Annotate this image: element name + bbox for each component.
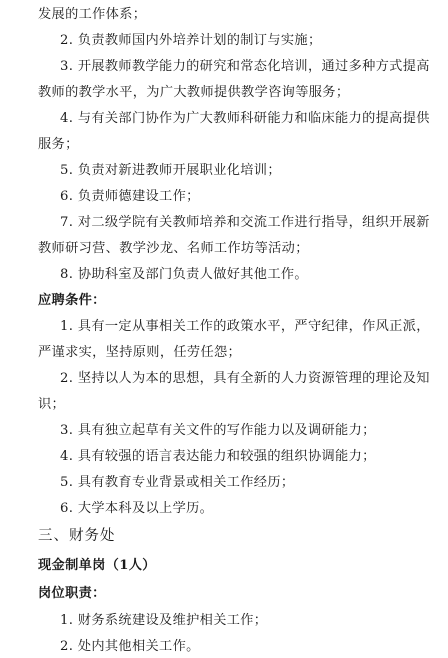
duty-item-5: 5. 负责对新进教师开展职业化培训； — [60, 163, 281, 178]
duty-item-8: 8. 协助科室及部门负责人做好其他工作。 — [60, 267, 308, 282]
duty-item-4-continued: 服务； — [38, 137, 79, 152]
duty-item-3-continued: 教师的教学水平，为广大教师提供教学咨询等服务； — [38, 85, 350, 100]
duty-item-3: 3. 开展教师教学能力的研究和常态化培训，通过多种方式提高 — [60, 59, 430, 74]
requirement-item-2-continued: 识； — [38, 397, 66, 412]
duty-item-7-continued: 教师研习营、教学沙龙、名师工作坊等活动； — [38, 241, 309, 256]
section-heading-finance: 三、财务处 — [38, 528, 116, 544]
requirement-item-4: 4. 具有较强的语言表达能力和较强的组织协调能力； — [60, 449, 376, 464]
duty-item-7: 7. 对二级学院有关教师培养和交流工作进行指导，组织开展新 — [60, 215, 430, 230]
paragraph-continuation: 发展的工作体系； — [38, 7, 147, 22]
requirement-item-1-continued: 严谨求实，坚持原则，任劳任怨； — [38, 345, 242, 360]
position-duty-item-1: 1. 财务系统建设及维护相关工作； — [60, 613, 268, 628]
requirement-item-3: 3. 具有独立起草有关文件的写作能力以及调研能力； — [60, 423, 376, 438]
requirements-heading: 应聘条件： — [38, 293, 106, 308]
duty-item-4: 4. 与有关部门协作为广大教师科研能力和临床能力的提高提供 — [60, 111, 430, 126]
position-title: 现金制单岗（1人） — [38, 558, 156, 573]
duty-item-6: 6. 负责师德建设工作； — [60, 189, 200, 204]
requirement-item-5: 5. 具有教育专业背景或相关工作经历； — [60, 475, 295, 490]
requirement-item-6: 6. 大学本科及以上学历。 — [60, 501, 214, 516]
position-duty-item-2: 2. 处内其他相关工作。 — [60, 639, 200, 654]
requirement-item-2: 2. 坚持以人为本的思想，具有全新的人力资源管理的理论及知 — [60, 371, 430, 386]
duty-item-2: 2. 负责教师国内外培养计划的制订与实施； — [60, 33, 322, 48]
position-duties-heading: 岗位职责： — [38, 586, 106, 601]
requirement-item-1: 1. 具有一定从事相关工作的政策水平，严守纪律，作风正派， — [60, 319, 430, 334]
